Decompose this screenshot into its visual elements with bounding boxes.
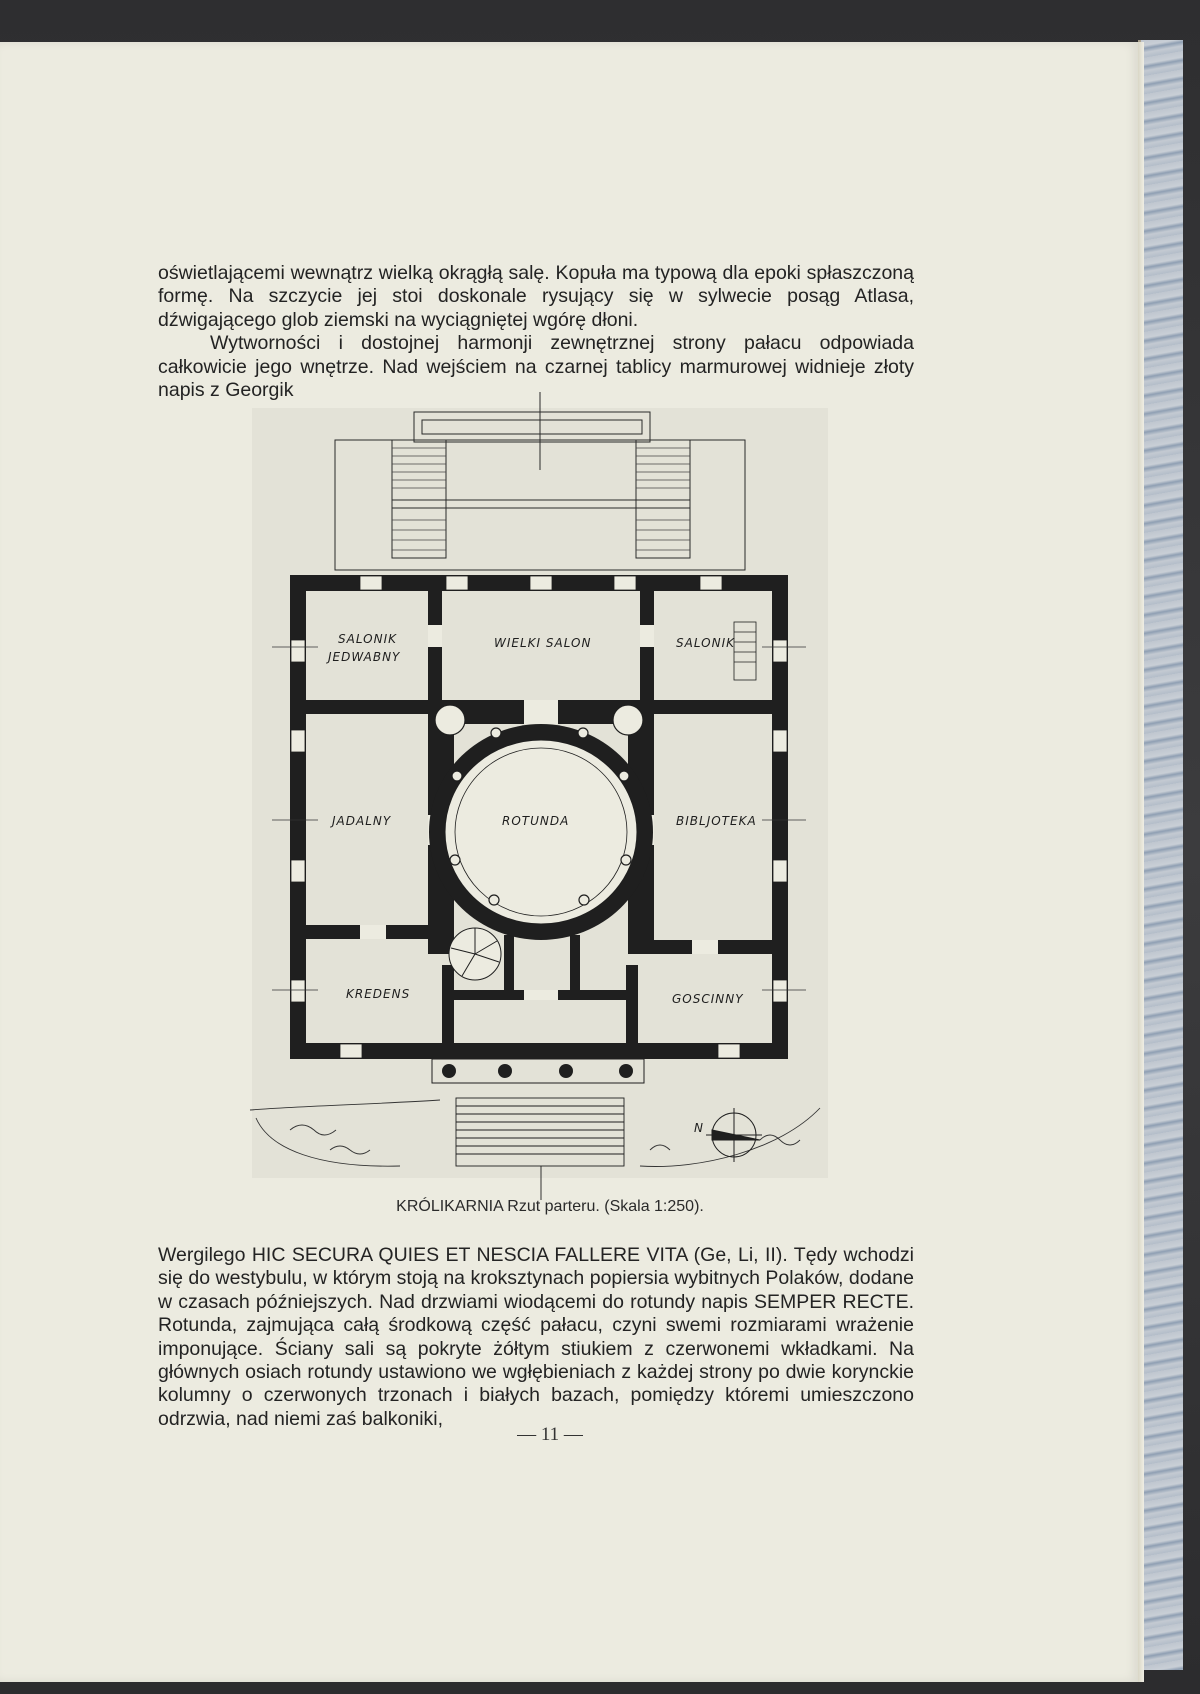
- compass-label: N: [694, 1121, 704, 1135]
- paragraph-bottom-text: Wergilego HIC SECURA QUIES ET NESCIA FALLERE VITA (Ge, Li, II). Tędy wchodzi się do westybulu, w którym stoją na kroksztynach popiersia wybitnych Polaków, dodane w czasach późniejszych. Nad drzwiami wiodącemi do rotundy napis SEMPER RECTE. Rotunda, zajmująca całą środkową część pałacu, czyni swemi rozmiarami wrażenie imponujące. Ściany sali są pokryte żółtym stiukiem z czerwonemi wkładkami. Na głównych osiach rotundy ustawiono we wgłębieniach z każdej strony po dwie korynckie kolumny o czerwonych trzonach i białych bazach, pomiędzy któremi umieszczono odrzwia, nad niemi zaś balkoniki,: [158, 1244, 914, 1430]
- label-kredens: KREDENS: [346, 987, 411, 1001]
- label-wielki-salon: WIELKI SALON: [494, 636, 592, 650]
- label-salonik-jedwabny-2: JEDWABNY: [328, 650, 401, 664]
- label-jadalny: JADALNY: [332, 814, 392, 828]
- page-number: — 11 —: [517, 1424, 583, 1445]
- portico: [432, 1059, 644, 1083]
- side-stair: [734, 622, 756, 680]
- paragraph-line-1: oświetlającemi wewnątrz wielką okrągłą salę. Kopuła ma typową dla epoki spłaszczoną formę. Na szczycie jej stoi doskonale rysujący się w sylwecie posąg Atlasa, dźwigającego glob ziemski na wyciągniętej wgórę dłoni.: [158, 262, 914, 331]
- paragraph-bottom: [158, 1244, 914, 1431]
- label-goscinny: GOSCINNY: [672, 992, 744, 1006]
- paragraph-line-2: Wytworności i dostojnej harmonji zewnętrznej strony pałacu odpowiada całkowicie jego wnętrze. Nad wejściem na czarnej tablicy marmurowej widnieje złoty napis z Georgik: [158, 332, 914, 402]
- terrace-steps: [335, 392, 745, 570]
- label-salonik-jedwabny-1: SALONIK: [338, 632, 397, 646]
- figure-caption: KRÓLIKARNIA Rzut parteru. (Skala 1:250).: [396, 1198, 704, 1215]
- label-salonik: SALONIK: [676, 636, 735, 650]
- compass-icon: [706, 1108, 762, 1162]
- label-biblioteka: BIBLJOTEKA: [676, 814, 757, 828]
- label-rotunda: ROTUNDA: [502, 814, 570, 828]
- spiral-stair: [449, 928, 501, 980]
- entrance-stairs: [456, 1098, 624, 1200]
